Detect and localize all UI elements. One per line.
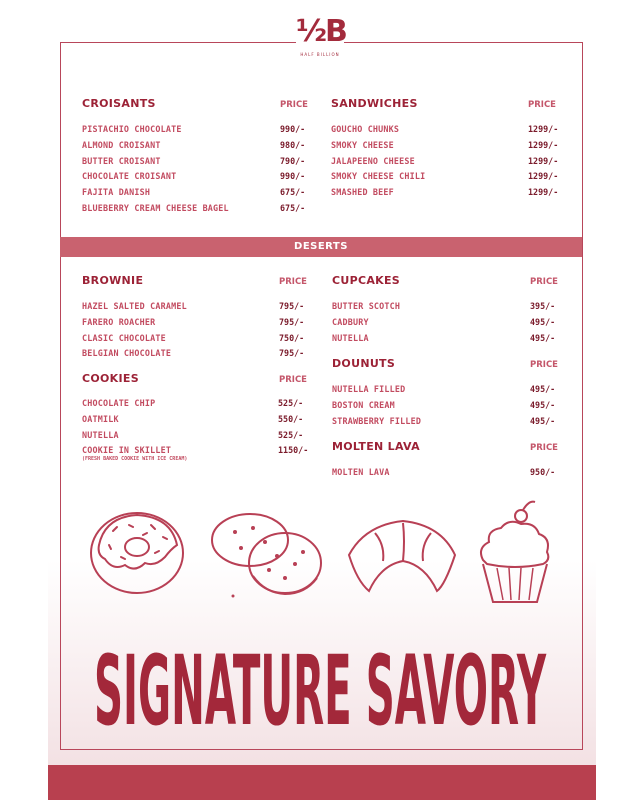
menu-item-price: 990/- — [280, 171, 306, 182]
menu-item-price: 950/- — [530, 467, 556, 477]
menu-item-price: 795/- — [279, 348, 305, 359]
molten-lava-price-header: PRICE — [530, 443, 558, 453]
sandwiches-price-header: PRICE — [528, 100, 556, 110]
croissants-price-header: PRICE — [280, 100, 308, 110]
dounuts-heading: DOUNUTS — [332, 357, 396, 370]
brand-logo — [296, 12, 344, 64]
menu-item-price: 1299/- — [528, 187, 559, 198]
menu-item-name: BOSTON CREAM — [332, 399, 395, 410]
menu-item-price: 525/- — [278, 398, 304, 408]
menu-item-price: 495/- — [530, 332, 556, 343]
menu-item-name: PISTACHIO CHOCOLATE — [82, 124, 182, 134]
menu-item-name: STRAWBERRY FILLED — [332, 415, 422, 426]
croissants-heading: CROISANTS — [82, 97, 156, 110]
menu-item-name: MOLTEN LAVA — [332, 467, 390, 477]
menu-item-price: 1150/- — [278, 445, 309, 456]
menu-item-name: BELGIAN CHOCOLATE — [82, 348, 172, 359]
logo-tagline: HALF BILLION — [300, 52, 340, 57]
menu-item-price: 750/- — [279, 332, 305, 343]
menu-item-name: SMOKY CHEESE CHILI — [331, 171, 426, 182]
menu-item-name: NUTELLA — [82, 429, 119, 440]
cupcakes-price-header: PRICE — [530, 277, 558, 287]
menu-item-name: COOKIE IN SKILLET — [82, 445, 172, 456]
menu-item-price: 495/- — [530, 384, 556, 394]
menu-item-price: 795/- — [279, 316, 305, 327]
signature-title-text: SIGNATURE SAVORY — [94, 635, 547, 735]
menu-item-name: BLUEBERRY CREAM CHEESE BAGEL — [82, 203, 229, 213]
menu-item-price: 495/- — [530, 415, 556, 426]
sandwiches-heading: SANDWICHES — [331, 97, 418, 110]
cupcakes-heading: CUPCAKES — [332, 274, 401, 287]
deserts-banner: DESERTS — [60, 237, 582, 257]
menu-item-name: BUTTER CROISANT — [82, 155, 161, 166]
menu-item-price: 675/- — [280, 203, 306, 213]
brownie-price-header: PRICE — [279, 277, 307, 287]
cookies-heading: COOKIES — [82, 372, 139, 385]
menu-item-price: 790/- — [280, 155, 306, 166]
menu-item-name: CLASIC CHOCOLATE — [82, 332, 166, 343]
donut-icon — [85, 505, 190, 600]
menu-item-name: ALMOND CROISANT — [82, 139, 161, 150]
croissant-icon — [345, 515, 460, 595]
menu-item-price: 395/- — [530, 301, 556, 311]
menu-item-name: GOUCHO CHUNKS — [331, 124, 400, 134]
menu-item-name: JALAPEENO CHEESE — [331, 155, 415, 166]
menu-item-name: CHOCOLATE CHIP — [82, 398, 156, 408]
menu-item-name: CHOCOLATE CROISANT — [82, 171, 177, 182]
menu-item-name: HAZEL SALTED CARAMEL — [82, 301, 187, 311]
menu-item-price: 495/- — [530, 399, 556, 410]
cookies-icon — [205, 508, 325, 603]
cupcake-icon — [475, 498, 555, 608]
bottom-band — [48, 765, 596, 800]
menu-item-price: 1299/- — [528, 171, 559, 182]
menu-item-price: 550/- — [278, 413, 304, 424]
menu-item-name: SMOKY CHEESE — [331, 139, 394, 150]
menu-item-price: 980/- — [280, 139, 306, 150]
molten-lava-heading: MOLTEN LAVA — [332, 440, 420, 453]
dounuts-price-header: PRICE — [530, 360, 558, 370]
menu-item-name: BUTTER SCOTCH — [332, 301, 401, 311]
menu-item-name: OATMILK — [82, 413, 119, 424]
menu-item-price: 525/- — [278, 429, 304, 440]
menu-item-name: CADBURY — [332, 316, 369, 327]
menu-item-price: 1299/- — [528, 155, 559, 166]
menu-item-name: FARERO ROACHER — [82, 316, 156, 327]
menu-item-name: NUTELLA — [332, 332, 369, 343]
menu-item-price: 1299/- — [528, 124, 559, 134]
signature-title — [90, 620, 550, 735]
menu-item-name: FAJITA DANISH — [82, 187, 151, 198]
menu-item-price: 495/- — [530, 316, 556, 327]
menu-item-name: SMASHED BEEF — [331, 187, 394, 198]
menu-item-price: 990/- — [280, 124, 306, 134]
menu-item-price: 1299/- — [528, 139, 559, 150]
brownie-heading: BROWNIE — [82, 274, 144, 287]
menu-item-name: NUTELLA FILLED — [332, 384, 406, 394]
cookies-price-header: PRICE — [279, 375, 307, 385]
skillet-note: (FRESH BAKED COOKIE WITH ICE CREAM) — [82, 456, 188, 462]
menu-item-price: 795/- — [279, 301, 305, 311]
logo-mark: ½B — [296, 14, 346, 49]
menu-item-price: 675/- — [280, 187, 306, 198]
